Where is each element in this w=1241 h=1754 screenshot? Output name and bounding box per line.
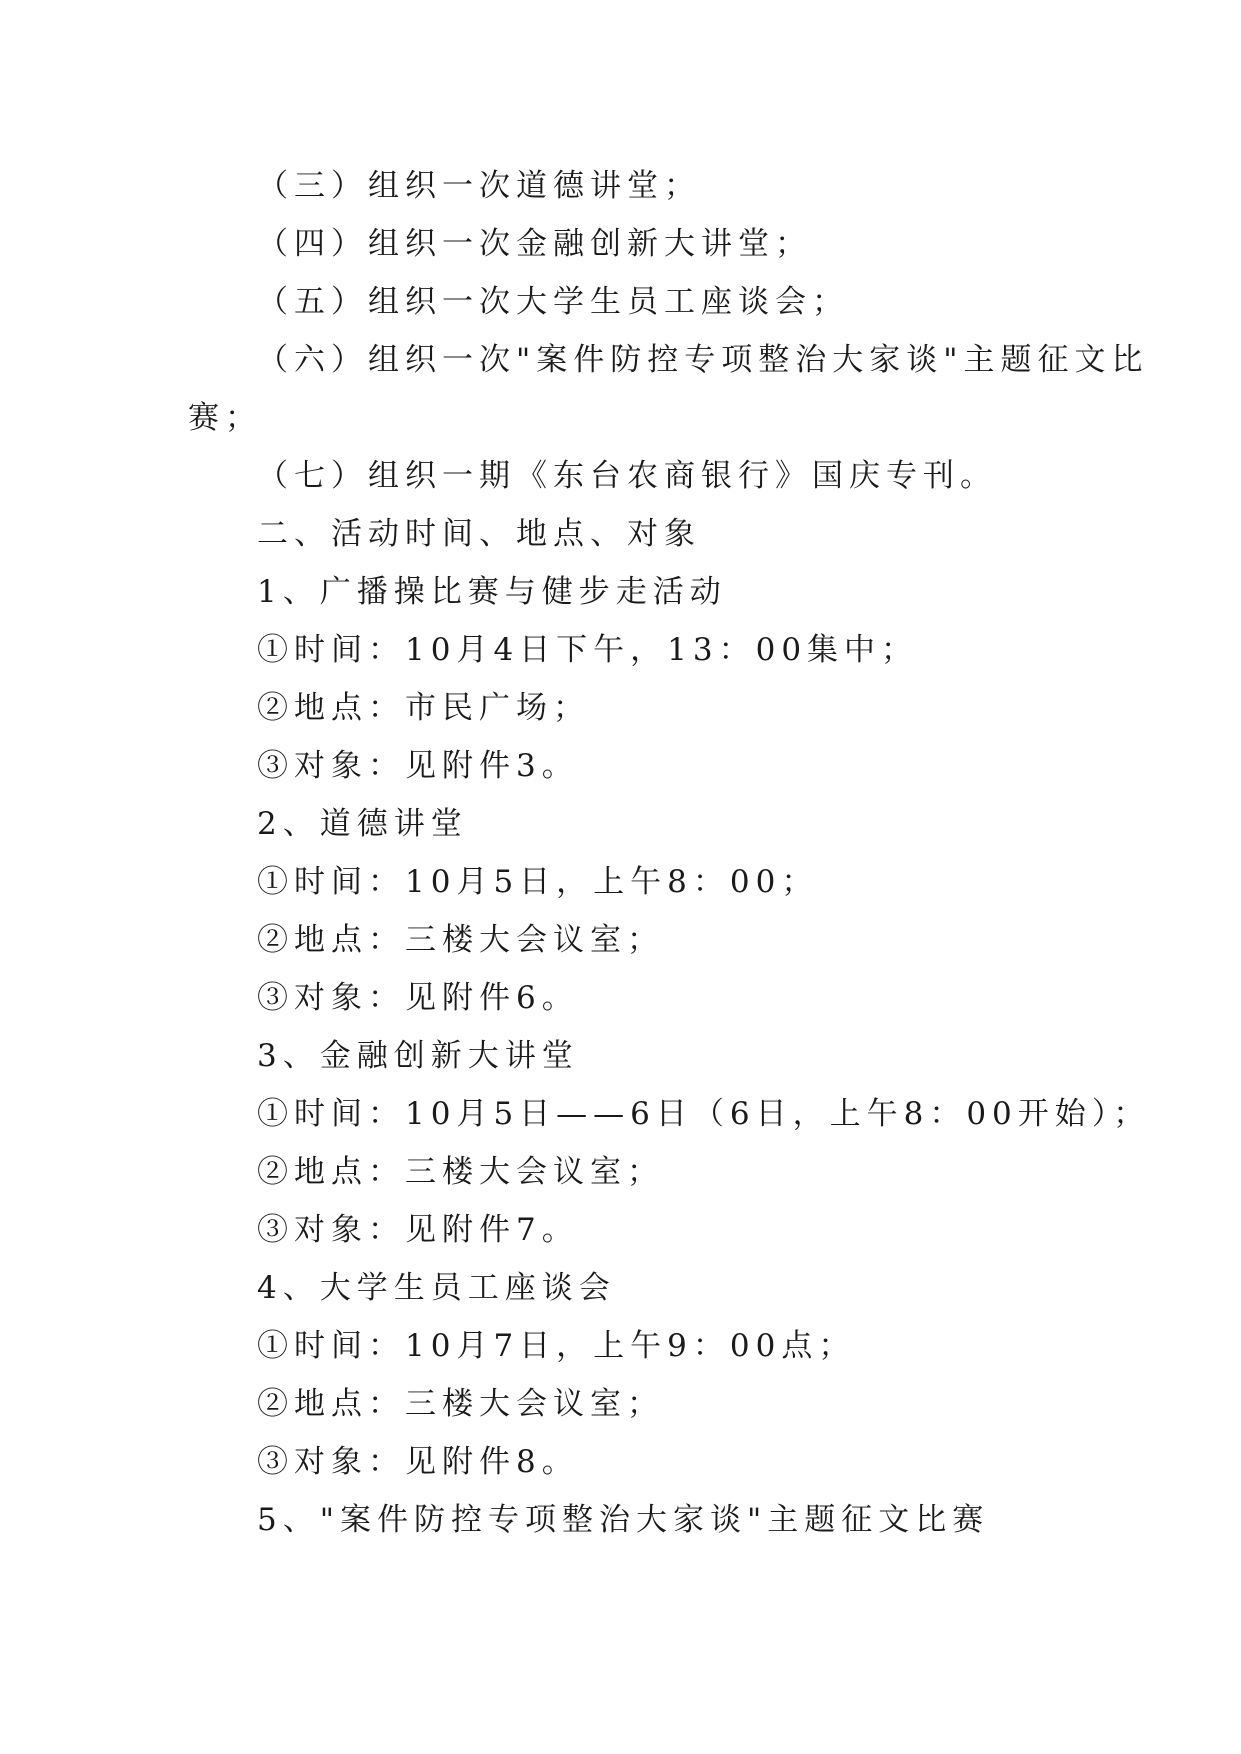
list-item-6-essay-contest: （六）组织一次"案件防控专项整治大家谈"主题征文比 bbox=[257, 342, 1149, 378]
list-item-6-essay-contest-continued: 赛； bbox=[188, 400, 262, 436]
detail-time-2: ①时间：10月5日，上午8：00； bbox=[257, 864, 819, 900]
list-item-7-special-issue: （七）组织一期《东台农商银行》国庆专刊。 bbox=[257, 458, 997, 494]
subheading-1-broadcast-exercise: 1、广播操比赛与健步走活动 bbox=[257, 574, 727, 610]
detail-target-4: ③对象：见附件8。 bbox=[257, 1444, 579, 1480]
detail-place-4: ②地点：三楼大会议室； bbox=[257, 1386, 664, 1422]
detail-target-2: ③对象：见附件6。 bbox=[257, 980, 579, 1016]
detail-time-4: ①时间：10月7日，上午9：00点； bbox=[257, 1328, 856, 1364]
detail-time-3: ①时间：10月5日——6日（6日，上午8：00开始）； bbox=[257, 1096, 1151, 1132]
detail-target-1: ③对象：见附件3。 bbox=[257, 748, 579, 784]
subheading-5-essay-contest: 5、"案件防控专项整治大家谈"主题征文比赛 bbox=[257, 1502, 990, 1538]
list-item-3-moral-lecture: （三）组织一次道德讲堂； bbox=[257, 168, 701, 204]
detail-place-3: ②地点：三楼大会议室； bbox=[257, 1154, 664, 1190]
list-item-4-finance-lecture: （四）组织一次金融创新大讲堂； bbox=[257, 226, 812, 262]
subheading-4-graduate-forum: 4、大学生员工座谈会 bbox=[257, 1270, 616, 1306]
subheading-2-moral-lecture: 2、道德讲堂 bbox=[257, 806, 468, 842]
list-item-5-graduate-forum: （五）组织一次大学生员工座谈会； bbox=[257, 284, 849, 320]
section-heading-time-place-target: 二、活动时间、地点、对象 bbox=[257, 516, 701, 552]
detail-place-2: ②地点：三楼大会议室； bbox=[257, 922, 664, 958]
detail-target-3: ③对象：见附件7。 bbox=[257, 1212, 579, 1248]
detail-time-1: ①时间：10月4日下午，13：00集中； bbox=[257, 632, 919, 668]
subheading-3-finance-lecture: 3、金融创新大讲堂 bbox=[257, 1038, 579, 1074]
detail-place-1: ②地点：市民广场； bbox=[257, 690, 590, 726]
